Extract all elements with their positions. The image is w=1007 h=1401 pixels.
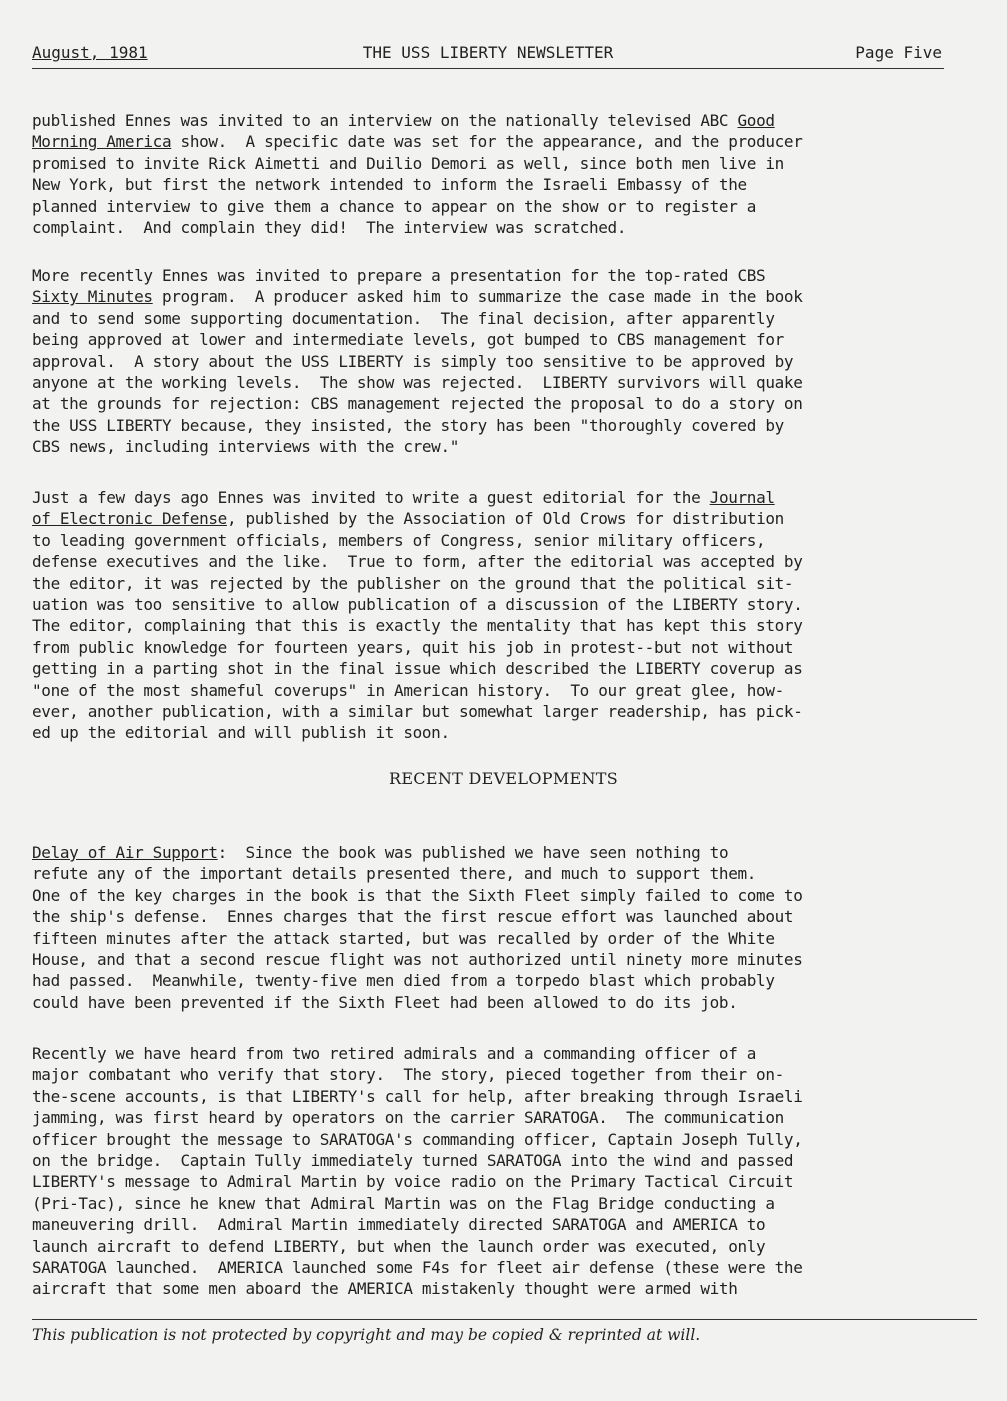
text-line [32,1064,952,1085]
line-text: uation was too sensitive to allow publication of a discussion of the LIBERTY story. [32,595,803,615]
text-line [32,415,952,436]
line-text: published Ennes was invited to an interview on the nationally televised ABC [32,111,738,130]
line-text: jamming, was first heard by operators on the carrier SARATOGA. The communication [32,1108,784,1128]
line-text: House, and that a second rescue flight was not authorized until ninety more minutes [32,950,803,970]
line-text: ever, another publication, with a similar but somewhat larger readership, has pick- [32,702,803,722]
text-line [32,1171,952,1192]
text-line [32,1150,952,1171]
underlined-title: Good [737,111,775,130]
paragraph-sixty-minutes [32,265,952,458]
issue-date: August, 1981 [32,43,148,62]
underlined-title: Sixty Minutes [32,287,153,307]
text-line [32,906,952,927]
text-line [32,196,952,217]
text-line [32,680,952,701]
text-line [32,885,952,906]
text-line [32,1214,952,1235]
line-text: planned interview to give them a chance to appear on the show or to register a [32,196,757,216]
paragraph-good-morning-america [32,110,952,238]
line-text: "one of the most shameful coverups" in American history. To our great glee, how- [32,680,784,700]
text-line [32,372,952,393]
line-text: being approved at lower and intermediate levels, got bumped to CBS management for [32,330,784,350]
text-line [32,1257,952,1278]
line-text: One of the key charges in the book is that the Sixth Fleet simply failed to come to [32,885,803,905]
line-text: from public knowledge for fourteen years, quit his job in protest--but not without [32,637,794,657]
line-text: LIBERTY's message to Admiral Martin by voice radio on the Primary Tactical Circuit [32,1172,794,1192]
paragraph-journal-electronic-defense [32,487,952,744]
line-text: and to send some supporting documentation. The final decision, after apparently [32,308,775,328]
underlined-title: Morning America [32,132,172,152]
page-header [32,42,944,69]
text-line [32,174,952,195]
text-line [32,1193,952,1214]
text-line [32,658,952,679]
line-text: anyone at the working levels. The show was rejected. LIBERTY survivors will quake [32,373,803,393]
text-line [32,265,952,286]
text-line [32,436,952,457]
line-text: at the grounds for rejection: CBS management rejected the proposal to do a story on [32,394,803,414]
line-text: Just a few days ago Ennes was invited to write a guest editorial for the [32,488,710,507]
line-text: the-scene accounts, is that LIBERTY's call for help, after breaking through Israeli [32,1086,803,1106]
text-line [32,131,952,152]
line-text: to leading government officials, members of Congress, senior military officers, [32,530,766,550]
line-text: : Since the book was published we have seen nothing to [217,843,729,862]
line-text: Recently we have heard from two retired admirals and a commanding officer of a [32,1044,757,1063]
text-line [32,722,952,743]
text-line [32,928,952,949]
line-text: (Pri-Tac), since he knew that Admiral Martin was on the Flag Bridge conducting a [32,1193,775,1213]
text-line [32,153,952,174]
text-line [32,351,952,372]
line-text: the editor, it was rejected by the publisher on the ground that the political sit- [32,573,794,593]
line-text: maneuvering drill. Admiral Martin immediately directed SARATOGA and AMERICA to [32,1215,766,1235]
text-line [32,286,952,307]
line-text: CBS news, including interviews with the crew." [32,437,460,457]
text-line [32,308,952,329]
line-text: defense executives and the like. True to form, after the editorial was accepted by [32,552,803,572]
line-text: refute any of the important details presented there, and much to support them. [32,864,757,884]
line-text: could have been prevented if the Sixth Fleet had been allowed to do its job. [32,992,738,1012]
line-text: the ship's defense. Ennes charges that the first rescue effort was launched about [32,907,794,927]
text-line [32,842,952,863]
line-text: , published by the Association of Old Crows for distribution [226,509,784,529]
text-line [32,393,952,414]
text-line [32,530,952,551]
line-text: program. A producer asked him to summarize the case made in the book [152,287,803,307]
text-line [32,863,952,884]
line-text: the USS LIBERTY because, they insisted, the story has been "thoroughly covered by [32,415,784,435]
text-line [32,1278,952,1299]
text-line [32,615,952,636]
text-line [32,1107,952,1128]
text-line [32,1236,952,1257]
line-text: ed up the editorial and will publish it soon. [32,723,450,743]
line-text: approval. A story about the USS LIBERTY is simply too sensitive to be approved by [32,351,794,371]
line-text: fifteen minutes after the attack started, but was recalled by order of the White [32,928,775,948]
line-text: getting in a parting shot in the final issue which described the LIBERTY coverup as [32,659,803,679]
text-line [32,217,952,238]
paragraph-saratoga-account [32,1043,952,1300]
text-line [32,329,952,350]
text-line [32,970,952,991]
text-line [32,594,952,615]
line-text: promised to invite Rick Aimetti and Duilio Demori as well, since both men live in [32,153,784,173]
line-text: New York, but first the network intended to inform the Israeli Embassy of the [32,175,747,195]
text-line [32,992,952,1013]
underlined-title: Delay of Air Support [32,843,218,862]
page-number: Page Five [855,43,942,62]
text-line [32,1086,952,1107]
line-text: complaint. And complain they did! The interview was scratched. [32,218,627,238]
line-text: More recently Ennes was invited to prepare a presentation for the top-rated CBS [32,266,766,285]
underlined-title: Journal [709,488,775,507]
line-text: SARATOGA launched. AMERICA launched some F4s for fleet air defense (these were the [32,1258,803,1278]
line-text: The editor, complaining that this is exactly the mentality that has kept this story [32,616,803,636]
line-text: launch aircraft to defend LIBERTY, but when the launch order was executed, only [32,1236,766,1256]
text-line [32,1043,952,1064]
newsletter-title: THE USS LIBERTY NEWSLETTER [362,43,614,62]
line-text: officer brought the message to SARATOGA's commanding officer, Captain Joseph Tully, [32,1129,803,1149]
text-line [32,487,952,508]
underlined-title: of Electronic Defense [32,509,227,529]
line-text: major combatant who verify that story. The story, pieced together from their on- [32,1065,784,1085]
line-text: had passed. Meanwhile, twenty-five men died from a torpedo blast which probably [32,971,775,991]
text-line [32,701,952,722]
line-text: on the bridge. Captain Tully immediately turned SARATOGA into the wind and passed [32,1151,794,1171]
text-line [32,637,952,658]
section-heading: RECENT DEVELOPMENTS [388,769,619,788]
text-line [32,110,952,131]
line-text: aircraft that some men aboard the AMERICA mistakenly thought were armed with [32,1279,738,1299]
text-line [32,949,952,970]
paragraph-delay-of-air-support [32,842,952,1013]
line-text: show. A specific date was set for the appearance, and the producer [171,132,803,152]
text-line [32,508,952,529]
text-line [32,551,952,572]
text-line [32,1129,952,1150]
copyright-footer: This publication is not protected by copyright and may be copied & reprinted at will. [32,1319,977,1344]
text-line [32,573,952,594]
